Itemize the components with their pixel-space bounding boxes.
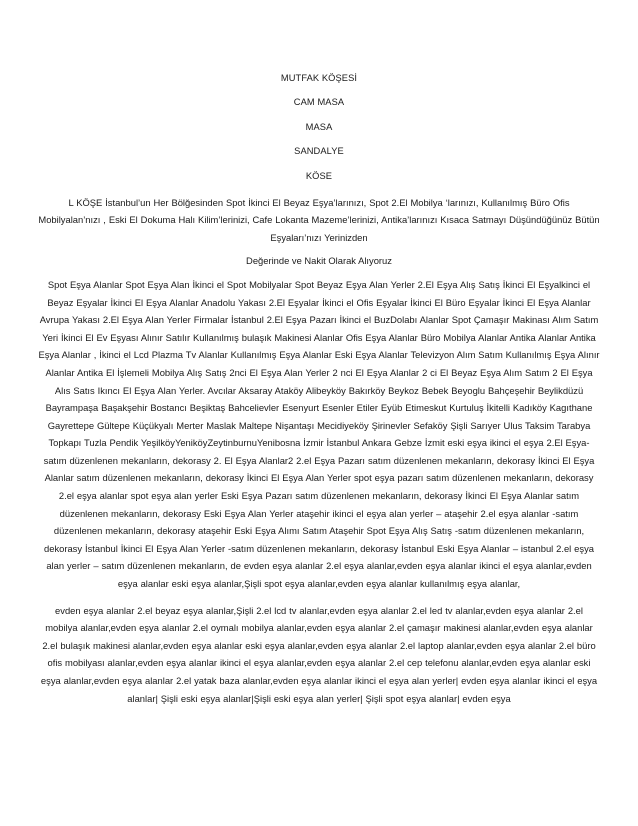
heading-sandalye: SANDALYE <box>294 146 344 157</box>
heading-masa: MASA <box>305 121 333 132</box>
heading-kose: KÖSE <box>305 170 333 181</box>
heading-cam-masa: CAM MASA <box>293 97 345 108</box>
body-paragraph-1: Spot Eşya Alanlar Spot Eşya Alan İkinci el Spot Mobilyalar Spot Beyaz Eşya Alan Yerler 2.El Eşya Alış Satış İkinci El Eşyalkinci el Beyaz Eşyalar İkinci El Eşya Alanlar Anadolu Yakası 2.El Eşyalar İkinci el Ofis Eşyalar İkinci El Büro Eşyalar İkinci El Eşya Alanlar Avrupa Yakası 2.El Eşya Alan Yerler Firmalar İstanbul 2.El Eşya Pazarı İkinci el BuzDolabı Alanlar Spot Çamaşır Makinası Alım Satım Yeri İkinci El Ev Eşyası Alınır Satılır Kullanılmış bulaşık Makinesi Alanlar Ofis Eşya Alanlar Büro Mobilya Alanlar Antika Alanlar Antika Eşya Alanlar , İkinci el Lcd Plazma Tv Alanlar Kullanılmış Eşya Alanlar Eski Eşya Alanlar Televizyon Alım Satım Kullanılmış Eşya Alınır Alanlar Antika El İşlemeli Mobilya Alış Satış 2nci El Eşya Alan Yerler 2 nci El Eşya Alanlar 2 ci El Beyaz Eşya Alım Satım 2 El Eşya Alıs Satıs Ikıncı El Eşya Alan Yerler. Avcılar Aksaray Ataköy Alibeyköy Bakırköy Beykoz Bebek Beyoglu Bahçeşehir Beylikdüzü Bayrampaşa Başakşehir Bostancı Beşiktaş Bahcelievler Esenyurt Esenler Etiler Eyüb Etimeskut Kurtuluş İkitelli Kadıköy Kagıthane Gayrettepe Gültepe Küçükyalı Merter Maslak Maltepe Nişantaşı Mecidiyeköy Şirinevler Sefaköy Şişli Sarıyer Ulus Taksim Tarabya Topkapı Tuzla Pendik YeşilköyYeniköyZeytinburnuYenibosna İzmir İstanbul Ankara Gebze İzmit eski eşya ikinci el eşya 2.El Eşya- satım düzenlenen mekanların, dekorasy 2. El Eşya Alanlar2 2.el Eşya Pazarı satım düzenlenen mekanların, dekorasy İkinci El Eşya Alanlar satım düzenlenen mekanların, dekorasy İkinci El Eşya Alan Yerler spot eşya pazarı satım düzenlenen mekanların, dekorasy 2.el eşya alanlar spot eşya alan yerler Eski Eşya Pazarı satım düzenlenen mekanların, dekorasy İkinci El Eşya Alanlar satım düzenlenen mekanların, dekorasy Eski Eşya Alan Yerler ataşehir ikinci el eşya alan yerler – ataşehir 2.el eşya alanlar -satım düzenlenen mekanların, dekorasy ataşehir Eski Eşya Alımı Satım Ataşehir Spot Eşya Alış Satış -satım düzenlenen mekanların, dekorasy İstanbul İkinci El Eşya Alan Yerler -satım düzenlenen mekanların, dekorasy İstanbul Eski Eşya Alanlar – istanbul 2.el eşya alan yerler – satım düzenlenen mekanların, de evden eşya alanlar 2.el eşya alanlar,evden eşya alanlar ikinci el eşya alanlar,evden eşya alanlar eski eşya alanlar,Şişli spot eşya alanlar,evden eşya alanlar kullanılmış eşya alanlar, <box>38 278 600 590</box>
body-paragraph-2: evden eşya alanlar 2.el beyaz eşya alanlar,Şişli 2.el lcd tv alanlar,evden eşya alanlar 2.el led tv alanlar,evden eşya alanlar 2.el mobilya alanlar,evden eşya alanlar 2.el oymalı mobilya alanlar,evden eşya alanlar 2.el çamaşır makinesi alanlar,evden eşya alanlar 2.el bulaşık makinesi alanlar,evden eşya alanlar eski eşya alanlar,evden eşya alanlar 2.el laptop alanlar,evden eşya alanlar 2.el büro ofis mobilyası alanlar,evden eşya alanlar ikinci el eşya alanlar,evden eşya alanlar 2.el cep telefonu alanlar,evden eşya alanlar eski eşya alanlar,evden eşya alanlar 2.el yatak baza alanlar,evden eşya alanlar ikinci el eşya alan yerler| evden eşya alanlar ikinci el eşya alanlar| Şişli eski eşya alanlar|Şişli eski eşya alan yerler| Şişli spot eşya alanlar| evden eşya <box>40 604 598 704</box>
subtitle-line: Değerinde ve Nakit Olarak Alıyoruz <box>246 255 392 267</box>
intro-paragraph: L KÖŞE İstanbul’un Her Bölğesinden Spot İkinci El Beyaz Eşya’larınızı, Spot 2.El Mobilya ‘larınızı, Kullanılmış Büro Ofis Mobilyalan’nızı , Eski El Dokuma Halı Kilim’lerinizi, Cafe Lokanta Mazeme’lerinizi, Antika’larınızı Kısaca Satmayı Düşündüğünüz Bütün Eşyaları’nızı Yerinizden <box>38 196 600 243</box>
paragraph-gap <box>38 593 600 602</box>
heading-mutfak-kosesi: MUTFAK KÖŞESİ <box>280 73 358 83</box>
